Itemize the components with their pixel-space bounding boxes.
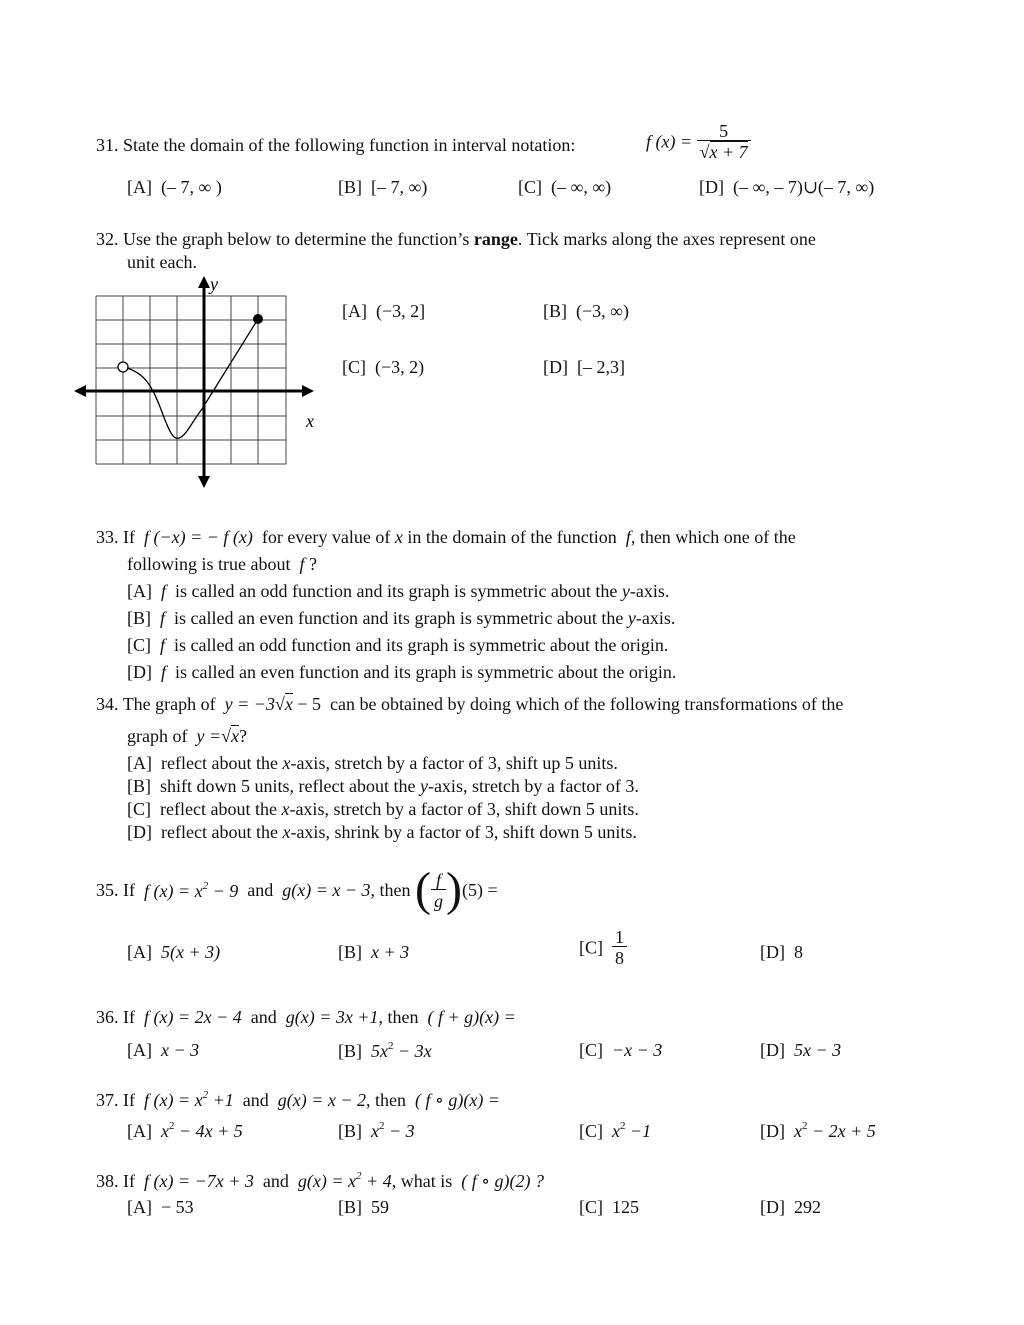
choice-37-c[interactable] — [579, 1121, 651, 1140]
radicand: x + 7 — [709, 142, 748, 162]
choice-35-b[interactable] — [338, 943, 409, 961]
choice-label: [D] — [127, 662, 152, 682]
question-36-stem — [96, 1008, 516, 1026]
choice-value: 8 — [794, 942, 803, 962]
choice-37-b[interactable] — [338, 1121, 415, 1140]
question-text: can be obtained by doing which of the following transformations of the — [330, 694, 844, 714]
question-text: and — [250, 1007, 277, 1027]
question-text: State the domain of the following function in interval notation: — [123, 135, 576, 155]
equation-part: + 4 — [366, 1171, 392, 1191]
fraction-f-over-g — [431, 871, 446, 910]
question-text: , what is — [391, 1171, 453, 1191]
formula-lhs: f (x) = — [646, 131, 693, 152]
choice-value: − 53 — [161, 1197, 194, 1217]
choice-variable: f — [161, 662, 167, 682]
choice-label: [D] — [760, 1121, 785, 1141]
question-33-stem — [96, 528, 796, 546]
question-equation: f (x) = 2x − 4 — [144, 1007, 242, 1027]
question-text: and — [262, 1171, 289, 1191]
choice-label: [C] — [579, 1040, 603, 1060]
choice-value: − 4x + 5 — [179, 1121, 243, 1141]
choice-33-a[interactable] — [127, 582, 669, 600]
choice-value: 292 — [794, 1197, 821, 1217]
exponent: 2 — [379, 1120, 385, 1132]
question-text: ? — [239, 726, 248, 746]
choice-label: [C] — [579, 1121, 603, 1141]
question-text: and — [242, 1090, 269, 1110]
right-paren: ) — [446, 863, 463, 916]
choice-label: [B] — [127, 776, 151, 796]
question-34-stem-line2: graph of y =√x? — [127, 726, 248, 746]
question-variable: x — [394, 527, 403, 547]
question-text: , then — [370, 880, 411, 900]
choice-label: [C] — [579, 937, 603, 958]
choice-axis: x — [281, 799, 290, 819]
choice-value: x + 3 — [371, 942, 410, 962]
radicand: x — [231, 726, 240, 746]
choice-label: [C] — [127, 635, 151, 655]
choice-32-b[interactable] — [543, 302, 629, 320]
exponent: 2 — [802, 1120, 808, 1132]
question-number: 34. — [96, 694, 119, 714]
question-equation — [144, 1090, 234, 1110]
choice-value: (−3, 2) — [375, 357, 425, 377]
choice-text: -axis, shrink by a factor of 3, shift down 5 units. — [290, 822, 637, 842]
function-graph — [70, 274, 330, 496]
choice-value: (−3, ∞) — [576, 301, 629, 321]
formula-denominator: √x + 7 — [697, 140, 751, 161]
question-equation — [298, 1171, 392, 1191]
choice-variable: f — [160, 608, 166, 628]
question-37-stem — [96, 1090, 500, 1109]
graph-axes — [74, 276, 314, 488]
choice-31-d[interactable] — [699, 178, 874, 196]
question-equation: y = −3 — [224, 694, 275, 714]
choice-label: [B] — [338, 177, 362, 197]
x-axis-label: x — [306, 411, 314, 431]
question-text: Use the graph below to determine the function’s — [123, 229, 470, 249]
choice-32-a[interactable] — [342, 302, 425, 320]
choice-33-b[interactable] — [127, 609, 675, 627]
choice-label: [A] — [127, 1121, 152, 1141]
formula-numerator: 5 — [719, 121, 729, 141]
choice-label: [C] — [518, 177, 542, 197]
left-paren: ( — [415, 863, 432, 916]
choice-31-b[interactable] — [338, 178, 427, 196]
choice-value: 5(x + 3) — [161, 942, 221, 962]
y-axis-label: y — [210, 274, 218, 294]
question-text: following is true about — [127, 554, 291, 574]
question-34-stem: 34. The graph of y = −3√x − 5 can be obtained by doing which of the following transformations of the — [96, 694, 844, 714]
question-text: If — [123, 1007, 135, 1027]
question-text: for every value of — [261, 527, 391, 547]
choice-value: x — [612, 1121, 620, 1141]
question-text: If — [123, 1090, 135, 1110]
question-31-formula — [646, 122, 751, 161]
question-equation: g(x) = x − 2 — [277, 1090, 367, 1110]
question-32-stem-line2: unit each. — [127, 252, 197, 272]
question-number: 37. — [96, 1090, 119, 1110]
question-equation: − 5 — [297, 694, 321, 714]
question-text: , then which one of the — [630, 527, 796, 547]
question-31-stem — [96, 136, 575, 154]
equation-part: − 9 — [212, 880, 239, 901]
choice-label: [B] — [338, 1121, 362, 1141]
choice-value: 59 — [371, 1197, 389, 1217]
choice-36-b[interactable] — [338, 1041, 432, 1060]
choice-value: [– 7, ∞) — [371, 177, 428, 197]
choice-35-a[interactable] — [127, 943, 220, 961]
choice-34-c[interactable] — [127, 800, 639, 818]
exponent: 2 — [202, 879, 209, 892]
choice-31-a[interactable] — [127, 178, 222, 196]
choice-label: [C] — [127, 799, 151, 819]
choice-38-b[interactable] — [338, 1198, 389, 1216]
question-equation: (5) = — [462, 880, 498, 900]
question-33-stem-line2 — [127, 555, 317, 573]
choice-33-c[interactable] — [127, 636, 668, 654]
question-text: The graph of — [122, 694, 216, 714]
fraction-numerator: f — [436, 869, 442, 890]
choice-label: [B] — [543, 301, 567, 321]
choice-variable: f — [161, 581, 167, 601]
question-text: ? — [309, 554, 317, 574]
choice-label: [A] — [127, 1197, 152, 1217]
choice-label: [D] — [127, 822, 152, 842]
question-text: . Tick marks along the axes represent one — [517, 229, 816, 249]
question-equation: g(x) = x − 3 — [282, 880, 371, 900]
choice-label: [D] — [760, 1197, 785, 1217]
question-equation: ( f ∘ g)(x) = — [415, 1090, 500, 1110]
choice-value: (– ∞, – 7)∪(– 7, ∞) — [733, 177, 875, 197]
choice-text: is called an even function and its graph is symmetric about the — [174, 608, 624, 628]
choice-36-c[interactable] — [579, 1041, 662, 1059]
choice-38-d[interactable] — [760, 1198, 821, 1216]
question-text-bold: range — [473, 229, 518, 249]
choice-36-d[interactable] — [760, 1041, 841, 1059]
choice-label: [B] — [127, 608, 151, 628]
exponent: 2 — [620, 1120, 626, 1132]
question-35-stem — [96, 863, 498, 916]
choice-value: x — [794, 1121, 802, 1141]
question-38-stem — [96, 1171, 544, 1190]
open-endpoint-dot — [118, 362, 128, 372]
choice-37-a[interactable] — [127, 1121, 243, 1140]
fraction-denominator: 8 — [612, 946, 627, 967]
choice-value: 5x − 3 — [794, 1040, 842, 1060]
choice-34-d[interactable] — [127, 823, 637, 841]
question-variable: f — [299, 554, 305, 574]
choice-label: [A] — [127, 581, 152, 601]
choice-value: x — [371, 1121, 379, 1141]
question-number: 32. — [96, 229, 119, 249]
choice-34-b[interactable] — [127, 777, 639, 795]
equation-part: f (x) = x — [144, 880, 203, 901]
choice-value: [– 2,3] — [577, 357, 625, 377]
function-curve — [123, 319, 258, 438]
choice-label: [B] — [338, 1197, 362, 1217]
exponent: 2 — [388, 1040, 394, 1052]
choice-value: − 2x + 5 — [812, 1121, 876, 1141]
choice-38-c[interactable] — [579, 1198, 639, 1216]
question-text: in the domain of the function — [407, 527, 617, 547]
choice-fraction — [612, 928, 627, 967]
choice-label: [A] — [127, 1040, 152, 1060]
choice-value: (−3, 2] — [376, 301, 426, 321]
choice-value: (– ∞, ∞) — [551, 177, 612, 197]
exponent: 2 — [356, 1170, 362, 1182]
choice-32-d[interactable] — [543, 358, 625, 376]
choice-31-c[interactable] — [518, 178, 611, 196]
fraction-numerator: 1 — [615, 927, 624, 947]
choice-value: 125 — [612, 1197, 639, 1217]
question-text: , then — [366, 1090, 407, 1110]
choice-text: -axis. — [629, 581, 670, 601]
choice-label: [D] — [760, 1040, 785, 1060]
choice-label: [A] — [127, 942, 152, 962]
question-number: 36. — [96, 1007, 119, 1027]
choice-35-c[interactable] — [579, 928, 627, 967]
choice-axis: y — [627, 608, 636, 628]
choice-34-a[interactable] — [127, 754, 618, 772]
question-number: 33. — [96, 527, 119, 547]
choice-label: [B] — [338, 1041, 362, 1061]
choice-value: −1 — [630, 1121, 652, 1141]
choice-32-c[interactable] — [342, 358, 424, 376]
question-equation — [144, 881, 238, 901]
choice-value: x — [161, 1121, 169, 1141]
choice-text: reflect about the — [161, 822, 278, 842]
choice-text: -axis, stretch by a factor of 3. — [427, 776, 639, 796]
choice-axis: x — [282, 822, 291, 842]
choice-label: [C] — [579, 1197, 603, 1217]
exponent: 2 — [169, 1120, 175, 1132]
question-equation: y = — [196, 726, 222, 746]
choice-text: is called an odd function and its graph is symmetric about the origin. — [174, 635, 669, 655]
choice-value: 5x — [371, 1041, 388, 1061]
equation-part: g(x) = x — [297, 1171, 357, 1191]
formula-fraction — [697, 122, 751, 161]
choice-38-a[interactable] — [127, 1198, 194, 1216]
choice-label: [A] — [342, 301, 367, 321]
choice-36-a[interactable] — [127, 1041, 199, 1059]
choice-label: [D] — [760, 942, 785, 962]
choice-label: [D] — [699, 177, 724, 197]
choice-value: x − 3 — [161, 1040, 200, 1060]
choice-axis: y — [419, 776, 428, 796]
question-number: 35. — [96, 880, 119, 900]
choice-text: -axis, stretch by a factor of 3, shift up 5 units. — [290, 753, 618, 773]
question-variable: f — [625, 527, 631, 547]
choice-text: is called an odd function and its graph is symmetric about the — [175, 581, 618, 601]
fraction-denominator: g — [431, 889, 446, 910]
question-32-stem — [96, 230, 816, 248]
closed-endpoint-dot — [253, 314, 263, 324]
choice-text: reflect about the — [160, 799, 277, 819]
choice-axis: x — [282, 753, 291, 773]
choice-label: [B] — [338, 942, 362, 962]
choice-label: [C] — [342, 357, 366, 377]
question-equation: ( f ∘ g)(2) ? — [461, 1171, 545, 1191]
choice-value: − 3x — [398, 1041, 432, 1061]
question-text: If — [123, 880, 135, 900]
question-text: graph of — [127, 726, 188, 746]
question-equation: g(x) = 3x +1 — [285, 1007, 379, 1027]
choice-axis: y — [621, 581, 630, 601]
question-number: 38. — [96, 1171, 119, 1191]
question-text: If — [123, 527, 135, 547]
equation-part: +1 — [212, 1090, 234, 1110]
exponent: 2 — [202, 1089, 209, 1101]
question-equation: ( f + g)(x) = — [427, 1007, 516, 1027]
choice-35-d[interactable] — [760, 943, 803, 961]
choice-label: [A] — [127, 177, 152, 197]
choice-label: [D] — [543, 357, 568, 377]
radicand: x — [284, 694, 293, 714]
choice-text: -axis, stretch by a factor of 3, shift down 5 units. — [289, 799, 639, 819]
question-text: , then — [378, 1007, 419, 1027]
choice-text: reflect about the — [161, 753, 278, 773]
choice-text: -axis. — [635, 608, 676, 628]
choice-37-d[interactable] — [760, 1121, 876, 1140]
choice-value: − 3 — [389, 1121, 415, 1141]
question-equation: f (−x) = − f (x) — [144, 527, 253, 547]
question-text: and — [247, 880, 274, 900]
choice-text: shift down 5 units, reflect about the — [160, 776, 416, 796]
question-text: If — [123, 1171, 135, 1191]
choice-33-d[interactable] — [127, 663, 676, 681]
choice-variable: f — [160, 635, 166, 655]
choice-text: is called an even function and its graph is symmetric about the origin. — [175, 662, 677, 682]
choice-value: −x − 3 — [612, 1040, 663, 1060]
question-equation: f (x) = −7x + 3 — [144, 1171, 254, 1191]
choice-value: (– 7, ∞ ) — [161, 177, 222, 197]
equation-part: f (x) = x — [144, 1090, 203, 1110]
choice-label: [A] — [127, 753, 152, 773]
question-number: 31. — [96, 135, 119, 155]
